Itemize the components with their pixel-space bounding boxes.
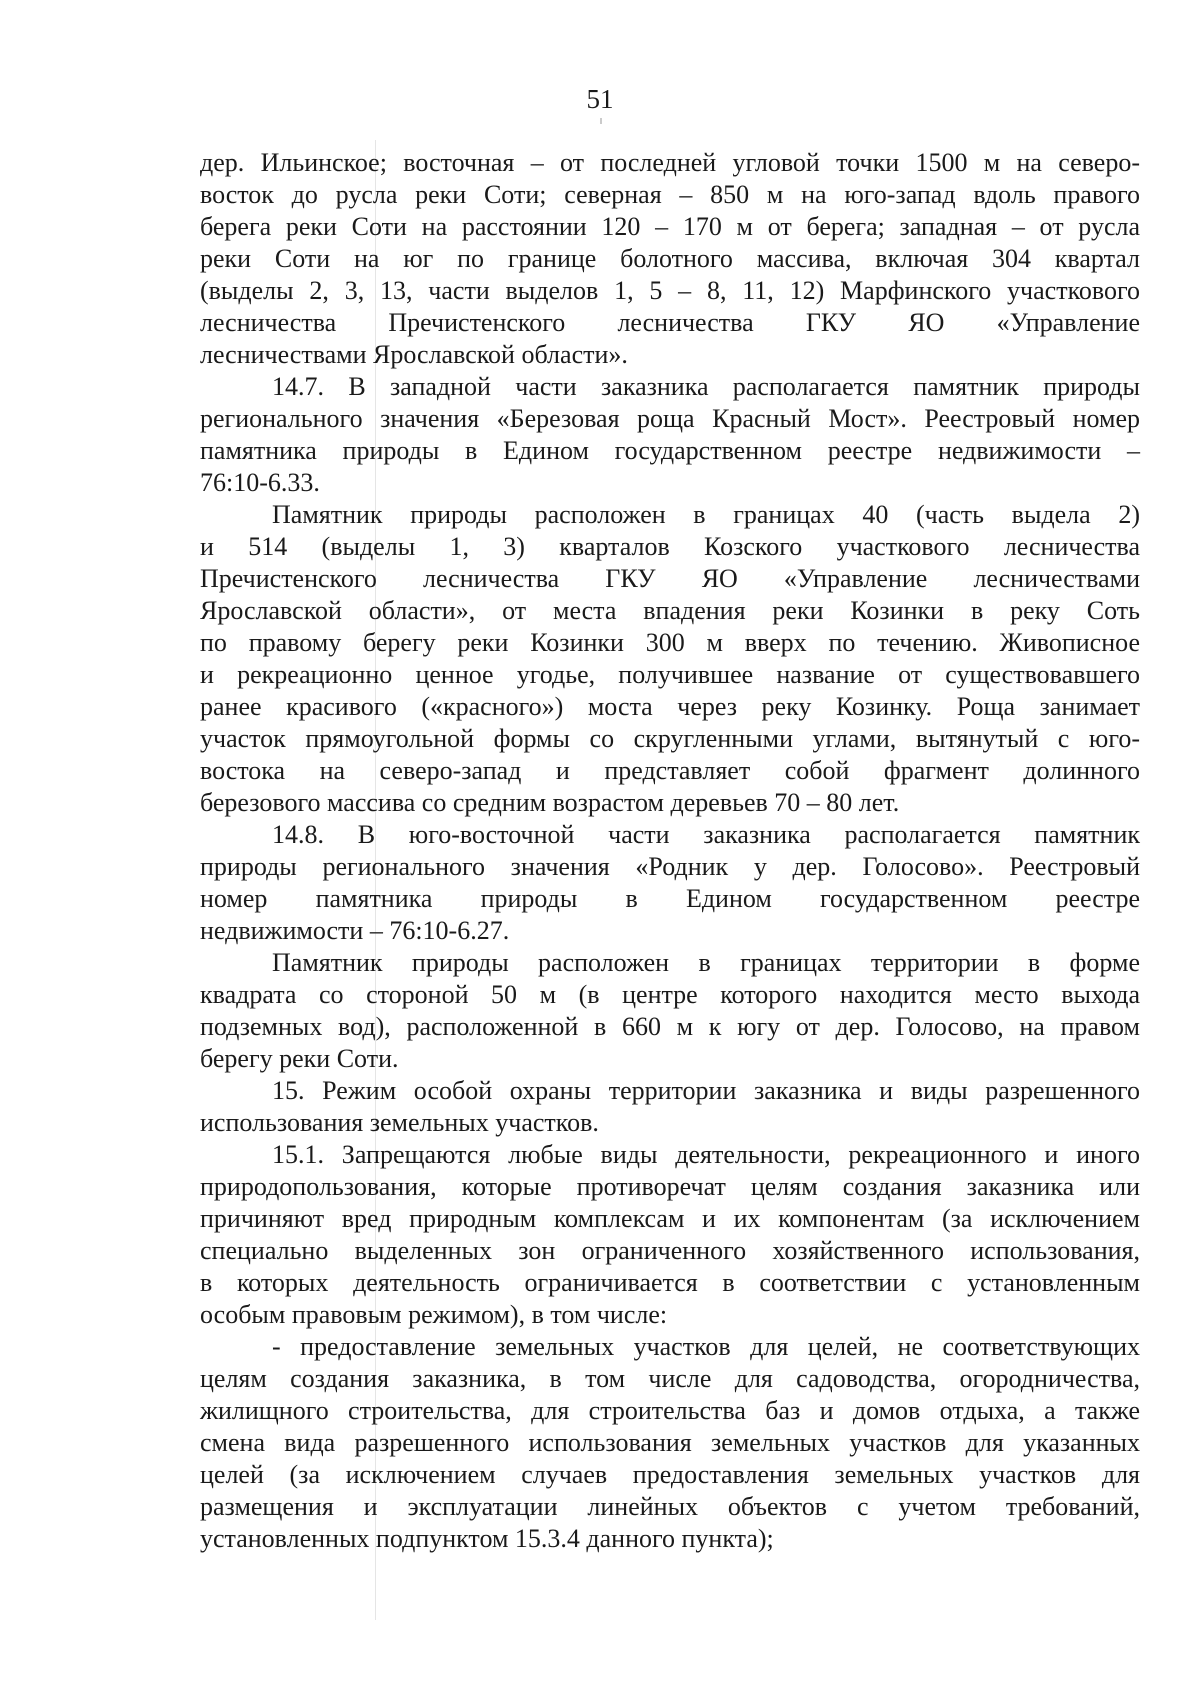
- text-line: природопользования, которые противоречат целям создания заказника или: [200, 1172, 1140, 1201]
- text-line: целей (за исключением случаев предоставления земельных участков для: [200, 1460, 1140, 1489]
- text-line: недвижимости – 76:10-6.27.: [200, 916, 510, 945]
- page-number: 51: [586, 84, 614, 114]
- text-line: 15.1. Запрещаются любые виды деятельности, рекреационного и иного: [272, 1140, 1140, 1169]
- text-line: (выделы 2, 3, 13, части выделов 1, 5 – 8, 11, 12) Марфинского участкового: [200, 276, 1140, 305]
- text-line: установленных подпунктом 15.3.4 данного пункта);: [200, 1524, 774, 1553]
- text-line: участок прямоугольной формы со скругленными углами, вытянутый с юго-: [200, 724, 1140, 753]
- text-line: 14.8. В юго-восточной части заказника располагается памятник: [272, 820, 1140, 849]
- text-line: - предоставление земельных участков для целей, не соответствующих: [272, 1332, 1140, 1361]
- text-line: Памятник природы расположен в границах территории в форме: [272, 948, 1140, 977]
- text-line: в которых деятельность ограничивается в соответствии с установленным: [200, 1268, 1140, 1297]
- text-line: Пречистенского лесничества ГКУ ЯО «Управление лесничествами: [200, 564, 1140, 593]
- text-line: и 514 (выделы 1, 3) кварталов Козского участкового лесничества: [200, 532, 1140, 561]
- text-line: 15. Режим особой охраны территории заказника и виды разрешенного: [272, 1076, 1140, 1105]
- text-line: 76:10-6.33.: [200, 468, 320, 497]
- text-line: Памятник природы расположен в границах 40 (часть выдела 2): [272, 500, 1140, 529]
- text-line: реки Соти на юг по границе болотного массива, включая 304 квартал: [200, 244, 1140, 273]
- text-line: Ярославской области», от места впадения реки Козинки в реку Соть: [200, 596, 1140, 625]
- text-line: и рекреационно ценное угодье, получившее название от существовавшего: [200, 660, 1140, 689]
- text-line: природы регионального значения «Родник у дер. Голосово». Реестровый: [200, 852, 1140, 881]
- text-line: размещения и эксплуатации линейных объектов с учетом требований,: [200, 1492, 1140, 1521]
- text-line: берега реки Соти на расстоянии 120 – 170 м от берега; западная – от русла: [200, 212, 1140, 241]
- text-line: восток до русла реки Соти; северная – 850 м на юго-запад вдоль правого: [200, 180, 1140, 209]
- text-line: березового массива со средним возрастом деревьев 70 – 80 лет.: [200, 788, 900, 817]
- text-line: дер. Ильинское; восточная – от последней угловой точки 1500 м на северо-: [200, 148, 1140, 177]
- text-line: востока на северо-запад и представляет собой фрагмент долинного: [200, 756, 1140, 785]
- text-line: лесничествами Ярославской области».: [200, 340, 628, 369]
- text-line: особым правовым режимом), в том числе:: [200, 1300, 668, 1329]
- text-line: квадрата со стороной 50 м (в центре которого находится место выхода: [200, 980, 1140, 1009]
- text-line: использования земельных участков.: [200, 1108, 599, 1137]
- text-line: 14.7. В западной части заказника располагается памятник природы: [272, 372, 1140, 401]
- text-line: жилищного строительства, для строительства баз и домов отдыха, а также: [200, 1396, 1140, 1425]
- text-line: целям создания заказника, в том числе для садоводства, огородничества,: [200, 1364, 1140, 1393]
- text-line: номер памятника природы в Едином государственном реестре: [200, 884, 1140, 913]
- text-line: лесничества Пречистенского лесничества ГКУ ЯО «Управление: [200, 308, 1140, 337]
- text-line: подземных вод), расположенной в 660 м к югу от дер. Голосово, на правом: [200, 1012, 1140, 1041]
- text-line: регионального значения «Березовая роща Красный Мост». Реестровый номер: [200, 404, 1140, 433]
- document-body: [200, 147, 1140, 1555]
- text-line: берегу реки Соти.: [200, 1044, 399, 1073]
- text-line: смена вида разрешенного использования земельных участков для указанных: [200, 1428, 1140, 1457]
- text-line: причиняют вред природным комплексам и их компонентам (за исключением: [200, 1204, 1140, 1233]
- text-line: памятника природы в Едином государственном реестре недвижимости –: [200, 436, 1140, 465]
- text-line: специально выделенных зон ограниченного хозяйственного использования,: [200, 1236, 1140, 1265]
- scan-artifact-tick: [600, 118, 602, 124]
- text-line: ранее красивого («красного») моста через реку Козинку. Роща занимает: [200, 692, 1140, 721]
- text-line: по правому берегу реки Козинки 300 м вверх по течению. Живописное: [200, 628, 1140, 657]
